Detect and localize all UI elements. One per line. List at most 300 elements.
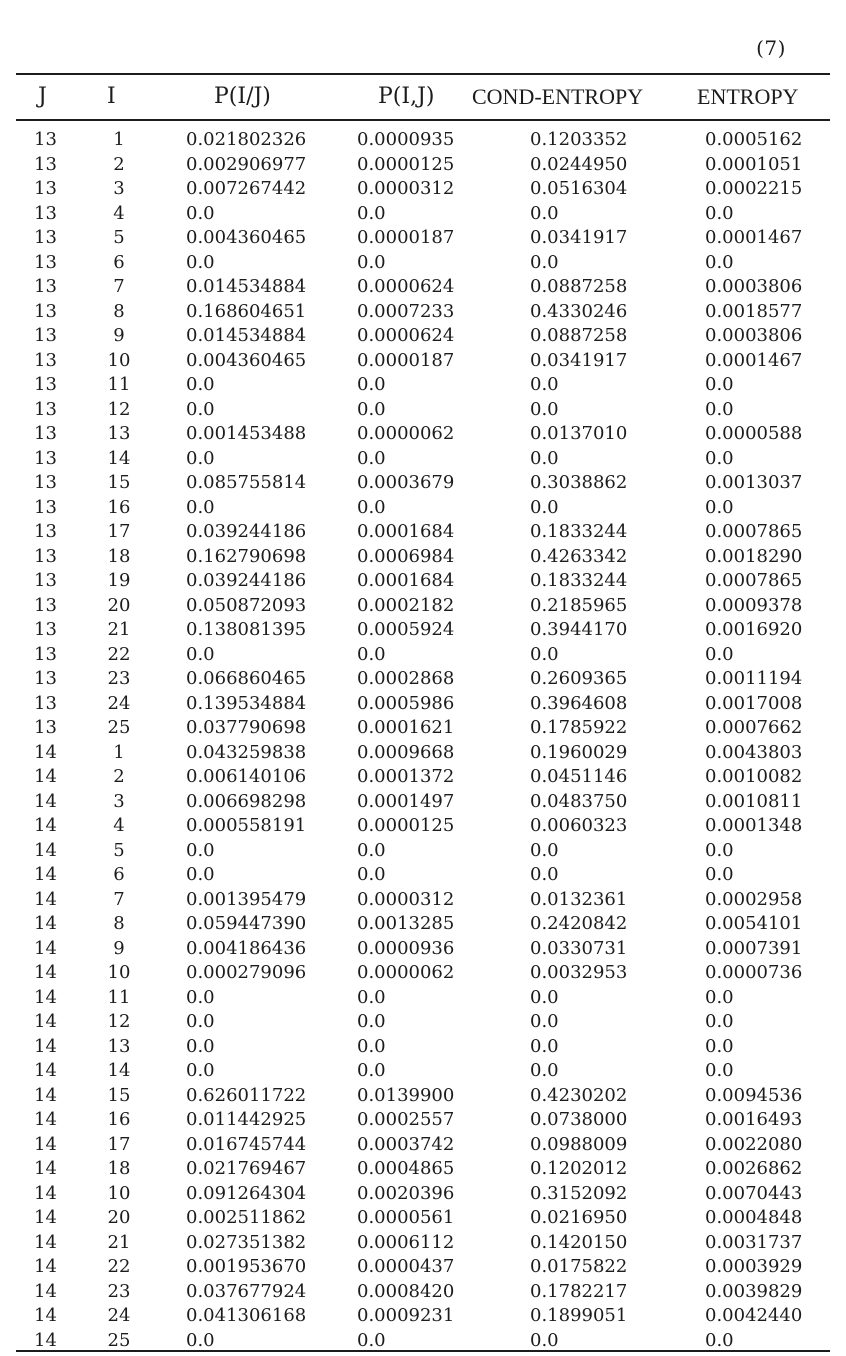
cell-j: 13	[34, 545, 57, 567]
table-row	[0, 668, 846, 693]
cell-j: 14	[34, 1329, 57, 1351]
cell-i: 2	[113, 766, 125, 787]
cell-p-joint: 0.0	[357, 447, 386, 469]
cell-j: 13	[34, 668, 57, 689]
cell-p-joint: 0.0000935	[357, 129, 455, 150]
table-row	[0, 1060, 846, 1085]
cell-j: 13	[34, 129, 57, 150]
table-row	[0, 227, 846, 252]
cell-i: 7	[113, 888, 125, 910]
table-row	[0, 1281, 846, 1306]
cell-i: 20	[107, 594, 131, 616]
cell-cond-entropy: 0.3038862	[530, 472, 628, 493]
table-row	[0, 619, 846, 644]
cell-p-cond: 0.0	[186, 447, 215, 469]
cell-p-cond: 0.0	[186, 1011, 215, 1032]
cell-j: 14	[34, 1280, 57, 1302]
cell-i: 24	[107, 692, 131, 714]
cell-i: 1	[113, 741, 125, 763]
table-row	[0, 766, 846, 791]
table-row	[0, 1207, 846, 1232]
cell-i: 8	[113, 300, 125, 322]
cell-p-cond: 0.168604651	[186, 300, 307, 322]
cell-p-cond: 0.006140106	[186, 766, 307, 787]
cell-i: 8	[113, 913, 125, 934]
cell-p-cond: 0.037790698	[186, 717, 307, 738]
cell-cond-entropy: 0.0	[530, 496, 559, 518]
cell-cond-entropy: 0.0516304	[530, 178, 628, 199]
cell-entropy: 0.0031737	[705, 1231, 803, 1253]
cell-i: 13	[107, 1035, 131, 1057]
header-j: J	[38, 84, 47, 109]
cell-cond-entropy: 0.0341917	[530, 227, 628, 248]
table-row	[0, 1305, 846, 1330]
cell-j: 13	[34, 178, 57, 199]
cell-p-cond: 0.004360465	[186, 349, 307, 371]
cell-entropy: 0.0	[705, 496, 734, 518]
table-row	[0, 399, 846, 424]
cell-p-joint: 0.0	[357, 1011, 386, 1032]
table-row	[0, 742, 846, 767]
cell-p-cond: 0.0	[186, 986, 215, 1008]
cell-p-joint: 0.0000187	[357, 349, 455, 371]
cell-p-cond: 0.001395479	[186, 888, 307, 910]
cell-entropy: 0.0002958	[705, 888, 803, 910]
cell-cond-entropy: 0.0330731	[530, 937, 628, 959]
table-row	[0, 570, 846, 595]
cell-cond-entropy: 0.2420842	[530, 913, 628, 934]
cell-p-joint: 0.0001621	[357, 717, 455, 738]
table-row	[0, 301, 846, 326]
cell-i: 22	[107, 643, 131, 665]
table-row	[0, 791, 846, 816]
cell-i: 10	[107, 962, 131, 983]
cell-p-joint: 0.0	[357, 1329, 386, 1351]
cell-entropy: 0.0002215	[705, 178, 803, 199]
cell-p-cond: 0.007267442	[186, 178, 307, 199]
cell-entropy: 0.0000736	[705, 962, 803, 983]
cell-entropy: 0.0	[705, 398, 734, 420]
cell-j: 13	[34, 202, 57, 224]
cell-cond-entropy: 0.0	[530, 398, 559, 420]
cell-entropy: 0.0013037	[705, 472, 803, 493]
cell-p-cond: 0.021769467	[186, 1158, 307, 1179]
table-row	[0, 423, 846, 448]
cell-cond-entropy: 0.0887258	[530, 325, 628, 346]
cell-j: 14	[34, 913, 57, 934]
cell-p-joint: 0.0	[357, 496, 386, 518]
cell-p-joint: 0.0002868	[357, 668, 455, 689]
cell-entropy: 0.0054101	[705, 913, 803, 934]
cell-i: 21	[107, 619, 131, 640]
cell-p-joint: 0.0001497	[357, 790, 455, 812]
cell-i: 3	[113, 178, 125, 199]
cell-entropy: 0.0003806	[705, 276, 803, 297]
cell-i: 18	[107, 1158, 131, 1179]
cell-i: 10	[107, 349, 131, 371]
table-row	[0, 178, 846, 203]
cell-j: 14	[34, 1182, 57, 1204]
cell-cond-entropy: 0.0132361	[530, 888, 628, 910]
table-row	[0, 521, 846, 546]
cell-j: 14	[34, 815, 57, 836]
cell-p-cond: 0.002906977	[186, 153, 307, 175]
cell-j: 14	[34, 1035, 57, 1057]
cell-p-cond: 0.050872093	[186, 594, 307, 616]
cell-p-cond: 0.0	[186, 251, 215, 273]
table-row	[0, 693, 846, 718]
cell-p-cond: 0.626011722	[186, 1084, 307, 1106]
table-row	[0, 546, 846, 571]
cell-p-cond: 0.027351382	[186, 1231, 307, 1253]
cell-cond-entropy: 0.4330246	[530, 300, 628, 322]
cell-entropy: 0.0026862	[705, 1158, 803, 1179]
cell-entropy: 0.0004848	[705, 1207, 803, 1228]
table-row	[0, 717, 846, 742]
top-rule	[16, 73, 830, 75]
cell-entropy: 0.0011194	[705, 668, 803, 689]
cell-p-joint: 0.0000125	[357, 153, 455, 175]
cell-j: 13	[34, 594, 57, 616]
cell-i: 12	[107, 398, 131, 420]
table-row	[0, 325, 846, 350]
cell-cond-entropy: 0.0	[530, 1329, 559, 1351]
cell-entropy: 0.0	[705, 839, 734, 861]
cell-cond-entropy: 0.0	[530, 447, 559, 469]
cell-p-joint: 0.0	[357, 1035, 386, 1057]
cell-i: 17	[107, 521, 131, 542]
cell-j: 14	[34, 1256, 57, 1277]
cell-j: 14	[34, 1231, 57, 1253]
cell-p-joint: 0.0000312	[357, 888, 455, 910]
cell-p-joint: 0.0000624	[357, 325, 455, 346]
cell-p-cond: 0.011442925	[186, 1109, 307, 1130]
cell-i: 23	[107, 1280, 131, 1302]
table-row	[0, 276, 846, 301]
cell-p-cond: 0.066860465	[186, 668, 307, 689]
cell-entropy: 0.0016493	[705, 1109, 803, 1130]
cell-entropy: 0.0039829	[705, 1280, 803, 1302]
cell-i: 9	[113, 325, 125, 346]
cell-cond-entropy: 0.0	[530, 202, 559, 224]
table-row	[0, 938, 846, 963]
cell-cond-entropy: 0.0244950	[530, 153, 628, 175]
table-row	[0, 913, 846, 938]
cell-i: 15	[107, 472, 131, 493]
cell-i: 18	[107, 545, 131, 567]
header-i: I	[107, 84, 116, 109]
cell-cond-entropy: 0.0	[530, 864, 559, 885]
cell-j: 14	[34, 839, 57, 861]
cell-cond-entropy: 0.0341917	[530, 349, 628, 371]
cell-entropy: 0.0001051	[705, 153, 803, 175]
cell-cond-entropy: 0.1833244	[530, 570, 628, 591]
cell-p-cond: 0.0	[186, 1329, 215, 1351]
cell-entropy: 0.0010811	[705, 790, 803, 812]
cell-j: 13	[34, 447, 57, 469]
cell-i: 3	[113, 790, 125, 812]
header-entropy: ENTROPY	[697, 84, 799, 109]
cell-j: 14	[34, 1011, 57, 1032]
cell-i: 14	[107, 447, 131, 469]
cell-entropy: 0.0001467	[705, 349, 803, 371]
table-row	[0, 448, 846, 473]
table-row	[0, 203, 846, 228]
table-row	[0, 129, 846, 154]
cell-j: 14	[34, 1305, 57, 1326]
header-rule	[16, 119, 830, 121]
table-row	[0, 1158, 846, 1183]
cell-cond-entropy: 0.2609365	[530, 668, 628, 689]
cell-entropy: 0.0	[705, 1011, 734, 1032]
cell-cond-entropy: 0.2185965	[530, 594, 628, 616]
cell-i: 1	[113, 129, 125, 150]
cell-j: 14	[34, 937, 57, 959]
cell-j: 14	[34, 986, 57, 1008]
cell-entropy: 0.0007662	[705, 717, 803, 738]
cell-p-joint: 0.0000936	[357, 937, 455, 959]
cell-cond-entropy: 0.1785922	[530, 717, 628, 738]
cell-entropy: 0.0003806	[705, 325, 803, 346]
cell-p-cond: 0.085755814	[186, 472, 307, 493]
cell-entropy: 0.0010082	[705, 766, 803, 787]
cell-entropy: 0.0	[705, 864, 734, 885]
cell-p-joint: 0.0000125	[357, 815, 455, 836]
cell-cond-entropy: 0.0988009	[530, 1133, 628, 1155]
cell-p-cond: 0.0	[186, 496, 215, 518]
cell-j: 14	[34, 741, 57, 763]
cell-p-joint: 0.0002182	[357, 594, 455, 616]
cell-j: 13	[34, 251, 57, 273]
cell-i: 21	[107, 1231, 131, 1253]
cell-i: 14	[107, 1060, 131, 1081]
cell-cond-entropy: 0.3152092	[530, 1182, 628, 1204]
cell-i: 6	[113, 251, 125, 273]
cell-entropy: 0.0009378	[705, 594, 803, 616]
cell-entropy: 0.0	[705, 1329, 734, 1351]
cell-entropy: 0.0	[705, 643, 734, 665]
cell-j: 13	[34, 325, 57, 346]
cell-entropy: 0.0	[705, 1035, 734, 1057]
cell-p-joint: 0.0000062	[357, 962, 455, 983]
cell-p-cond: 0.0	[186, 1060, 215, 1081]
header-p-cond: P(I/J)	[214, 84, 271, 109]
table-row	[0, 987, 846, 1012]
cell-i: 2	[113, 153, 125, 175]
cell-p-cond: 0.001953670	[186, 1256, 307, 1277]
cell-i: 5	[113, 839, 125, 861]
table-row	[0, 1085, 846, 1110]
cell-p-joint: 0.0000312	[357, 178, 455, 199]
cell-p-joint: 0.0	[357, 839, 386, 861]
cell-j: 13	[34, 472, 57, 493]
cell-entropy: 0.0005162	[705, 129, 803, 150]
table-body	[0, 129, 846, 1354]
cell-p-joint: 0.0139900	[357, 1084, 455, 1106]
cell-p-cond: 0.039244186	[186, 570, 307, 591]
cell-p-joint: 0.0000187	[357, 227, 455, 248]
cell-p-joint: 0.0006984	[357, 545, 455, 567]
cell-p-cond: 0.0	[186, 643, 215, 665]
cell-p-cond: 0.000558191	[186, 815, 307, 836]
cell-entropy: 0.0022080	[705, 1133, 803, 1155]
cell-p-joint: 0.0002557	[357, 1109, 455, 1130]
cell-p-joint: 0.0003742	[357, 1133, 455, 1155]
table-row	[0, 595, 846, 620]
cell-j: 14	[34, 1133, 57, 1155]
cell-entropy: 0.0	[705, 374, 734, 395]
cell-cond-entropy: 0.0	[530, 1011, 559, 1032]
cell-p-cond: 0.004360465	[186, 227, 307, 248]
cell-p-cond: 0.0	[186, 202, 215, 224]
table-row	[0, 864, 846, 889]
header-p-joint: P(I,J)	[378, 84, 435, 109]
cell-cond-entropy: 0.0175822	[530, 1256, 628, 1277]
cell-cond-entropy: 0.0216950	[530, 1207, 628, 1228]
cell-p-joint: 0.0	[357, 398, 386, 420]
cell-i: 25	[107, 717, 131, 738]
cell-cond-entropy: 0.0	[530, 251, 559, 273]
cell-entropy: 0.0003929	[705, 1256, 803, 1277]
table-row	[0, 1011, 846, 1036]
cell-cond-entropy: 0.1960029	[530, 741, 628, 763]
cell-j: 13	[34, 276, 57, 297]
cell-entropy: 0.0094536	[705, 1084, 803, 1106]
table-row	[0, 1256, 846, 1281]
cell-entropy: 0.0007865	[705, 521, 803, 542]
cell-cond-entropy: 0.1420150	[530, 1231, 628, 1253]
cell-p-cond: 0.000279096	[186, 962, 307, 983]
cell-p-joint: 0.0004865	[357, 1158, 455, 1179]
cell-cond-entropy: 0.0	[530, 1035, 559, 1057]
cell-j: 13	[34, 570, 57, 591]
cell-p-cond: 0.139534884	[186, 692, 307, 714]
cell-i: 17	[107, 1133, 131, 1155]
cell-j: 13	[34, 398, 57, 420]
cell-p-joint: 0.0003679	[357, 472, 455, 493]
cell-p-joint: 0.0001684	[357, 570, 455, 591]
cell-entropy: 0.0000588	[705, 423, 803, 444]
cell-j: 13	[34, 717, 57, 738]
cell-p-cond: 0.037677924	[186, 1280, 307, 1302]
cell-j: 14	[34, 1109, 57, 1130]
table-row	[0, 1232, 846, 1257]
cell-cond-entropy: 0.0	[530, 643, 559, 665]
cell-p-joint: 0.0	[357, 202, 386, 224]
cell-j: 14	[34, 1060, 57, 1081]
cell-j: 14	[34, 888, 57, 910]
cell-cond-entropy: 0.1899051	[530, 1305, 628, 1326]
cell-p-cond: 0.0	[186, 1035, 215, 1057]
page-number: (7)	[756, 36, 786, 60]
cell-p-joint: 0.0006112	[357, 1231, 455, 1253]
cell-cond-entropy: 0.4263342	[530, 545, 628, 567]
cell-j: 14	[34, 1158, 57, 1179]
cell-p-joint: 0.0	[357, 1060, 386, 1081]
cell-i: 25	[107, 1329, 131, 1351]
cell-p-cond: 0.043259838	[186, 741, 307, 763]
cell-entropy: 0.0018577	[705, 300, 803, 322]
cell-p-joint: 0.0001684	[357, 521, 455, 542]
table-row	[0, 1036, 846, 1061]
cell-cond-entropy: 0.0060323	[530, 815, 628, 836]
cell-p-cond: 0.0	[186, 374, 215, 395]
cell-cond-entropy: 0.1202012	[530, 1158, 628, 1179]
header-cond-entropy: COND-ENTROPY	[472, 84, 644, 109]
cell-i: 19	[107, 570, 131, 591]
cell-entropy: 0.0	[705, 202, 734, 224]
cell-cond-entropy: 0.3944170	[530, 619, 628, 640]
cell-p-cond: 0.138081395	[186, 619, 307, 640]
cell-p-cond: 0.014534884	[186, 276, 307, 297]
cell-i: 6	[113, 864, 125, 885]
table-row	[0, 1134, 846, 1159]
cell-entropy: 0.0001467	[705, 227, 803, 248]
table-row	[0, 497, 846, 522]
cell-j: 14	[34, 1084, 57, 1106]
table-row	[0, 374, 846, 399]
cell-p-joint: 0.0000062	[357, 423, 455, 444]
cell-cond-entropy: 0.0451146	[530, 766, 628, 787]
cell-i: 11	[107, 374, 131, 395]
cell-p-joint: 0.0013285	[357, 913, 455, 934]
cell-p-cond: 0.162790698	[186, 545, 307, 567]
cell-cond-entropy: 0.0	[530, 1060, 559, 1081]
cell-p-cond: 0.006698298	[186, 790, 307, 812]
cell-entropy: 0.0016920	[705, 619, 803, 640]
cell-p-joint: 0.0005924	[357, 619, 455, 640]
cell-j: 14	[34, 790, 57, 812]
cell-p-joint: 0.0	[357, 374, 386, 395]
cell-p-joint: 0.0000437	[357, 1256, 455, 1277]
cell-p-cond: 0.039244186	[186, 521, 307, 542]
cell-cond-entropy: 0.1782217	[530, 1280, 628, 1302]
cell-j: 14	[34, 766, 57, 787]
cell-i: 5	[113, 227, 125, 248]
table-row	[0, 472, 846, 497]
cell-entropy: 0.0	[705, 251, 734, 273]
cell-j: 14	[34, 962, 57, 983]
cell-i: 7	[113, 276, 125, 297]
cell-p-cond: 0.0	[186, 398, 215, 420]
cell-j: 14	[34, 864, 57, 885]
cell-i: 16	[107, 1109, 131, 1130]
cell-entropy: 0.0042440	[705, 1305, 803, 1326]
table-row	[0, 840, 846, 865]
cell-j: 13	[34, 349, 57, 371]
cell-j: 13	[34, 619, 57, 640]
cell-p-cond: 0.091264304	[186, 1182, 307, 1204]
cell-p-joint: 0.0005986	[357, 692, 455, 714]
table-row	[0, 252, 846, 277]
table-row	[0, 889, 846, 914]
cell-p-cond: 0.002511862	[186, 1207, 307, 1228]
cell-p-cond: 0.0	[186, 839, 215, 861]
cell-p-joint: 0.0009668	[357, 741, 455, 763]
cell-j: 13	[34, 643, 57, 665]
cell-p-cond: 0.004186436	[186, 937, 307, 959]
cell-i: 24	[107, 1305, 131, 1326]
cell-entropy: 0.0043803	[705, 741, 803, 763]
cell-entropy: 0.0001348	[705, 815, 803, 836]
cell-i: 23	[107, 668, 131, 689]
cell-i: 10	[107, 1182, 131, 1204]
cell-p-joint: 0.0009231	[357, 1305, 455, 1326]
cell-p-joint: 0.0020396	[357, 1182, 455, 1204]
cell-i: 16	[107, 496, 131, 518]
cell-entropy: 0.0007865	[705, 570, 803, 591]
table-row	[0, 644, 846, 669]
